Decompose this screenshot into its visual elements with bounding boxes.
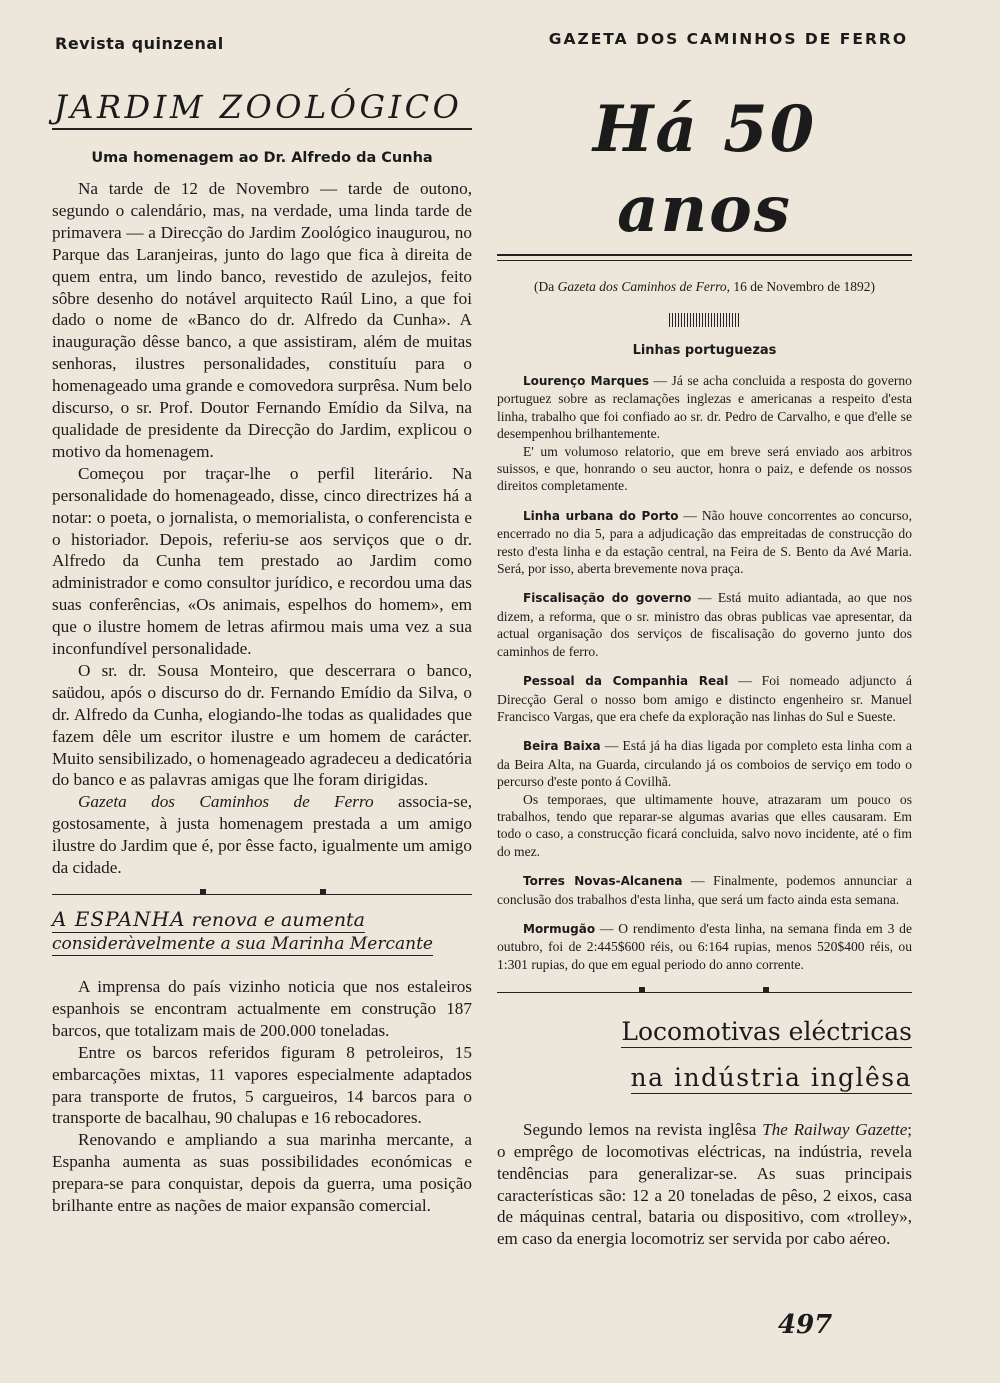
news-item: Beira Baixa — Está já ha dias ligada por completo esta linha com a da Beira Alta, na Guarda, circulando já os comboios de serviço em todo o percurso d'este ponto á Covilhã. Os temporaes, que ultimamente houve, atrazaram um pouco os trabalhos, tendo que reparar-se algumas avarias que elles causaram. Em todo o caso, a construcção ficará concluida, salvo novo incidente, até o fim do mez. bbox=[497, 738, 912, 859]
loco-body bbox=[497, 1119, 912, 1250]
ha50-title: Há 50 anos bbox=[592, 92, 817, 247]
loco-title-line2: na indústria inglêsa bbox=[630, 1063, 912, 1093]
espanha-body bbox=[52, 976, 472, 1217]
right-column bbox=[497, 84, 912, 1250]
news-item: Torres Novas-Alcanena — Finalmente, podemos annunciar a conclusão dos trabalhos d'esta linha, que será um facto ainda esta semana. bbox=[497, 873, 912, 907]
ha50-source: (Da Gazeta dos Caminhos de Ferro, 16 de Novembro de 1892) bbox=[533, 279, 876, 294]
loco-italic: The Railway Gazette bbox=[762, 1120, 908, 1140]
closing-italic: Gazeta dos Caminhos de Ferro bbox=[78, 792, 374, 812]
loco-title-line1: Locomotivas eléctricas bbox=[621, 1017, 912, 1047]
news-item: Fiscalisação do governo — Está muito adiantada, ao que nos dizem, a reforma, que o sr. ministro das obras publicas vae apresentar, da actual organisação dos serviços de fiscalisação do governo junto dos caminhos de ferro. bbox=[497, 590, 913, 659]
jardim-title-box bbox=[52, 84, 472, 130]
espanha-title-c: consideràvelmente a sua Marinha Mercante bbox=[52, 934, 433, 954]
espanha-title-a: A ESPANHA bbox=[52, 907, 186, 931]
news-item: Mormugão — O rendimento d'esta linha, na semana finda em 3 de outubro, foi de 2:445$600 réis, ou 6:164 rupias, menos 520$400 réis, ou 1:301 rupias, do que em egual periodo do anno corrente. bbox=[497, 920, 912, 972]
page-number: 497 bbox=[778, 1310, 833, 1340]
jardim-paragraph: Começou por traçar-lhe o perfil literário. Na personalidade do homenageado, disse, cinco directrizes há a notar: o poeta, o jornalista, o memorialista, o conferencista e o historiador. Depois, referiu-se aos serviços que o dr. Alfredo da Cunha tem prestado ao Jardim como administrador e como consultor jurídico, e recordou uma das suas conferências, «Os animais, espelhos do homem», em que o ilustre homem de letras afirmou mais uma vez a sua inconfundível personalidade. bbox=[52, 463, 472, 659]
source-italic: Gazeta dos Caminhos de Ferro bbox=[557, 279, 727, 294]
espanha-paragraph: Entre os barcos referidos figuram 8 petroleiros, 15 embarcações mixtas, 11 vapores especialmente adaptados para transporte de frutos, 5 cargueiros, 14 barcos para o transporte de bacalhau, 90 chalupas e 16 rebocadores. bbox=[52, 1042, 472, 1128]
closing-rest: associa-se, gostosamente, à justa homenagem prestada a um amigo ilustre do Jardim que é, por êsse facto, igualmente um amigo da cidade. bbox=[52, 792, 472, 878]
espanha-paragraph: Renovando e ampliando a sua marinha mercante, a Espanha aumenta as suas possibilidades económicas e prepara-se para conquistar, depois da guerra, uma posição brilhante entre as nações de maior expansão comercial. bbox=[52, 1130, 472, 1216]
jardim-subtitle: Uma homenagem ao Dr. Alfredo da Cunha bbox=[91, 150, 433, 166]
header-right: GAZETA DOS CAMINHOS DE FERRO bbox=[548, 30, 908, 48]
jardim-paragraph: O sr. dr. Sousa Monteiro, que descerrara o banco, saüdou, após o discurso do dr. Fernando Emídio da Silva, o dr. Alfredo da Cunha, elogiando-lhe todas as qualidades que fazem dêle um escritor ilustre e um homem de carácter. Muito sensibilizado, o homenageado agradeceu a dedicatória do banco e as palavras amigas que lhe foram dirigidas. bbox=[52, 660, 472, 790]
jardim-body bbox=[52, 178, 472, 879]
news-list bbox=[497, 372, 912, 973]
section-separator bbox=[52, 887, 472, 901]
news-item: Linha urbana do Porto — Não houve concorrentes ao concurso, encerrado no dia 5, para a adjudicação das empreitadas de construcção do resto d'esta linha e da estação central, na Feira de S. Bento da Avé Maria. Será, por isso, aberta brevemente nova praça. bbox=[497, 507, 912, 577]
news-item: Pessoal da Companhia Real — Foi nomeado adjuncto á Direcção Geral o nosso bom amigo e distincto engenheiro sr. Manuel Francisco Vargas, que era chefe da exploração nas linhas do Sul e Sueste. bbox=[497, 673, 913, 724]
ha50-rule bbox=[497, 254, 912, 261]
ha50-section-title: Linhas portuguezas bbox=[632, 343, 777, 358]
header-left: Revista quinzenal bbox=[55, 34, 224, 53]
espanha-title-line2 bbox=[52, 932, 472, 956]
espanha-title-b: renova e aumenta bbox=[185, 909, 366, 931]
loco-paragraph: Segundo lemos na revista inglêsa The Railway Gazette; o emprêgo de locomotivas eléctricas, na indústria, revela tendências para generalizar-se. As suas principais características são: 12 a 20 toneladas de pêso, 2 eixos, casa de máquinas central, bataria ou dispositivo, com «trolley», em caso da energia locomotriz ser servida por cabo aéreo. bbox=[497, 1120, 912, 1249]
news-item: Lourenço Marques — Já se acha concluida a resposta do governo portuguez sobre as reclamações inglezas e americanas a respeito d'esta linha, trabalho que foi confiado ao sr. dr. Pedro de Carvalho, e que d'elle se desempenhou brilhantemente. E' um volumoso relatorio, que em breve será enviado aos arbitros suissos, e que, honrando o seu auctor, honra o paiz, e defende os nossos direitos completamente. bbox=[497, 373, 912, 494]
espanha-paragraph: A imprensa do país vizinho noticia que nos estaleiros espanhois se encontram actualmente em construção 187 barcos, que totalizam mais de 200.000 toneladas. bbox=[52, 977, 472, 1040]
left-column bbox=[52, 84, 472, 1217]
section-separator bbox=[497, 985, 912, 999]
ornament-divider bbox=[669, 313, 741, 327]
espanha-title-line1 bbox=[52, 907, 472, 932]
jardim-title: JARDIM ZOOLÓGICO bbox=[54, 88, 463, 126]
jardim-paragraph: Na tarde de 12 de Novembro — tarde de outono, segundo o calendário, mas, na verdade, uma linda tarde de primavera — a Direcção do Jardim Zoológico inaugurou, no Parque das Laranjeiras, junto do lago que fica à direita de quem entra, um lindo banco, revestido de azulejos, feito sôbre desenho do notável arquitecto Raúl Lino, a que foi dado o nome de «Banco do dr. Alfredo da Cunha». A inauguração dêsse banco, a que assistiram, além de muitas senhoras, ilustres personalidades, constituíu para o homenageado uma grande e comovedora surprêsa. Num belo discurso, o sr. Prof. Doutor Fernando Emídio da Silva, na qualidade de presidente da Direcção do Jardim, explicou o motivo da homenagem. bbox=[52, 179, 472, 461]
jardim-closing bbox=[52, 791, 472, 879]
